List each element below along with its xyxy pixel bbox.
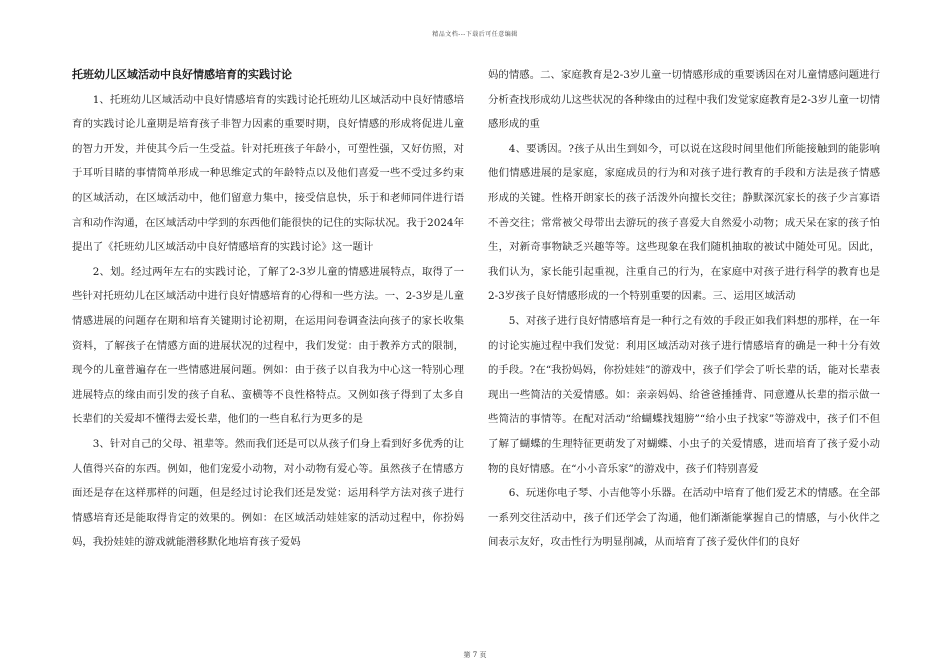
paragraph-2: 2、划。经过两年左右的实践讨论，了解了2-3岁儿童的情感进展特点，取得了一些针对托班幼儿在区域活动中进行良好情感培育的心得和一些方法。一、2-3岁是儿童情感进展的问题存在期和培育关键期讨论初期，在运用问卷调查法向孩子的家长收集资料，了解孩子在情感方面的进展状况的过程中，我们发觉：由于教养方式的限制，现今的儿童普遍存在一些情感进展问题。例如：由于孩子以自我为中心这一特别心理进展特点的缘由而引发的孩子自私、蛮横等不良性格特点。又例如孩子得到了太多自长辈们的关爱却不懂得去爱长辈，他们的一些自私行为更多的是 — [72, 265, 464, 426]
paragraph-4: 4、要诱因。?孩子从出生到如今，可以说在这段时间里他们所能接触到的能影响他们情感进展的是家庭，家庭成员的行为和对孩子进行教育的手段和方法是孩子情感形成的关键。性格开朗家长的孩子活泼外向擅长交往；静默深沉家长的孩子少言寡语不善交往；常常被父母带出去游玩的孩子喜爱大自然爱小动物；成天呆在家的孩子怕生，对新奇事物缺乏兴趣等等。这些现象在我们随机抽取的被试中随处可见。因此，我们认为，家长能引起重视，注重自己的行为，在家庭中对孩子进行科学的教育也是2-3岁孩子良好情感形成的一个特别重要的因素。三、运用区域活动 — [488, 142, 880, 303]
left-column — [72, 63, 464, 555]
paragraph-6: 6、玩迷你电子琴、小吉他等小乐器。在活动中培育了他们爱艺术的情感。在全部一系列交往活动中，孩子们还学会了沟通，他们渐渐能掌握自己的情感，与小伙伴之间表示友好，攻击性行为明显削减，从而培育了孩子爱伙伴们的良好 — [488, 487, 880, 549]
paragraph-3: 3、针对自己的父母、祖辈等。然而我们还是可以从孩子们身上看到好多优秀的让人值得兴奋的东西。例如，他们宠爱小动物，对小动物有爱心等。虽然孩子在情感方面还是存在这样那样的问题，但是经过讨论我们还是发觉：运用科学方法对孩子进行情感培育还是能取得肯定的效果的。例如：在区域活动娃娃家的活动过程中，你扮妈妈，我扮娃娃的游戏就能潜移默化地培育孩子爱妈 — [72, 437, 464, 549]
article-title: 托班幼儿区域活动中良好情感培育的实践讨论 — [72, 68, 292, 81]
page-number: 第 7 页 — [463, 651, 487, 659]
paragraph-5: 5、对孩子进行良好情感培育是一种行之有效的手段正如我们料想的那样，在一年的讨论实施过程中我们发觉：利用区域活动对孩子进行情感培育的确是一种十分有效的手段。?在“我扮妈妈，你扮娃娃”的游戏中，孩子们学会了听长辈的话，能对长辈表现出一些简洁的关爱情感。如：亲亲妈妈、给爸爸捶捶背、同意遵从长辈的指示做一些简洁的事情等。在配对活动“给蝴蝶找翅膀”“给小虫子找家”等游戏中，孩子们不但了解了蝴蝶的生理特征更萌发了对蝴蝶、小虫子的关爱情感，进而培育了孩子爱小动物的良好情感。在“小小音乐家”的游戏中，孩子们特别喜爱 — [488, 314, 880, 475]
paragraph-3-continued: 妈的情感。二、家庭教育是2-3岁儿童一切情感形成的重要诱因在对儿童情感问题进行分析查找形成幼儿这些状况的各种缘由的过程中我们发觉家庭教育是2-3岁儿童一切情感形成的重 — [488, 69, 880, 131]
right-column — [488, 63, 880, 555]
paragraph-1: 1、托班幼儿区域活动中良好情感培育的实践讨论托班幼儿区域活动中良好情感培育的实践讨论儿童期是培育孩子非智力因素的重要时期，良好情感的形成将促进儿童的智力开发，并使其今后一生受益。针对托班孩子年龄小，可塑性强，又好仿照，对于耳听目睹的事情简单形成一种思维定式的年龄特点以及他们喜爱一些不受过多约束的区域活动，在区域活动中，他们留意力集中，接受信息快，乐于和老师同伴进行语言和动作沟通，在区域活动中学到的东西他们能很快的记住的实际状况。我于2024年提出了《托班幼儿区域活动中良好情感培育的实践讨论》这一题计 — [72, 93, 464, 254]
page-header: 精品文档---下载后可任意编辑 — [432, 31, 518, 38]
